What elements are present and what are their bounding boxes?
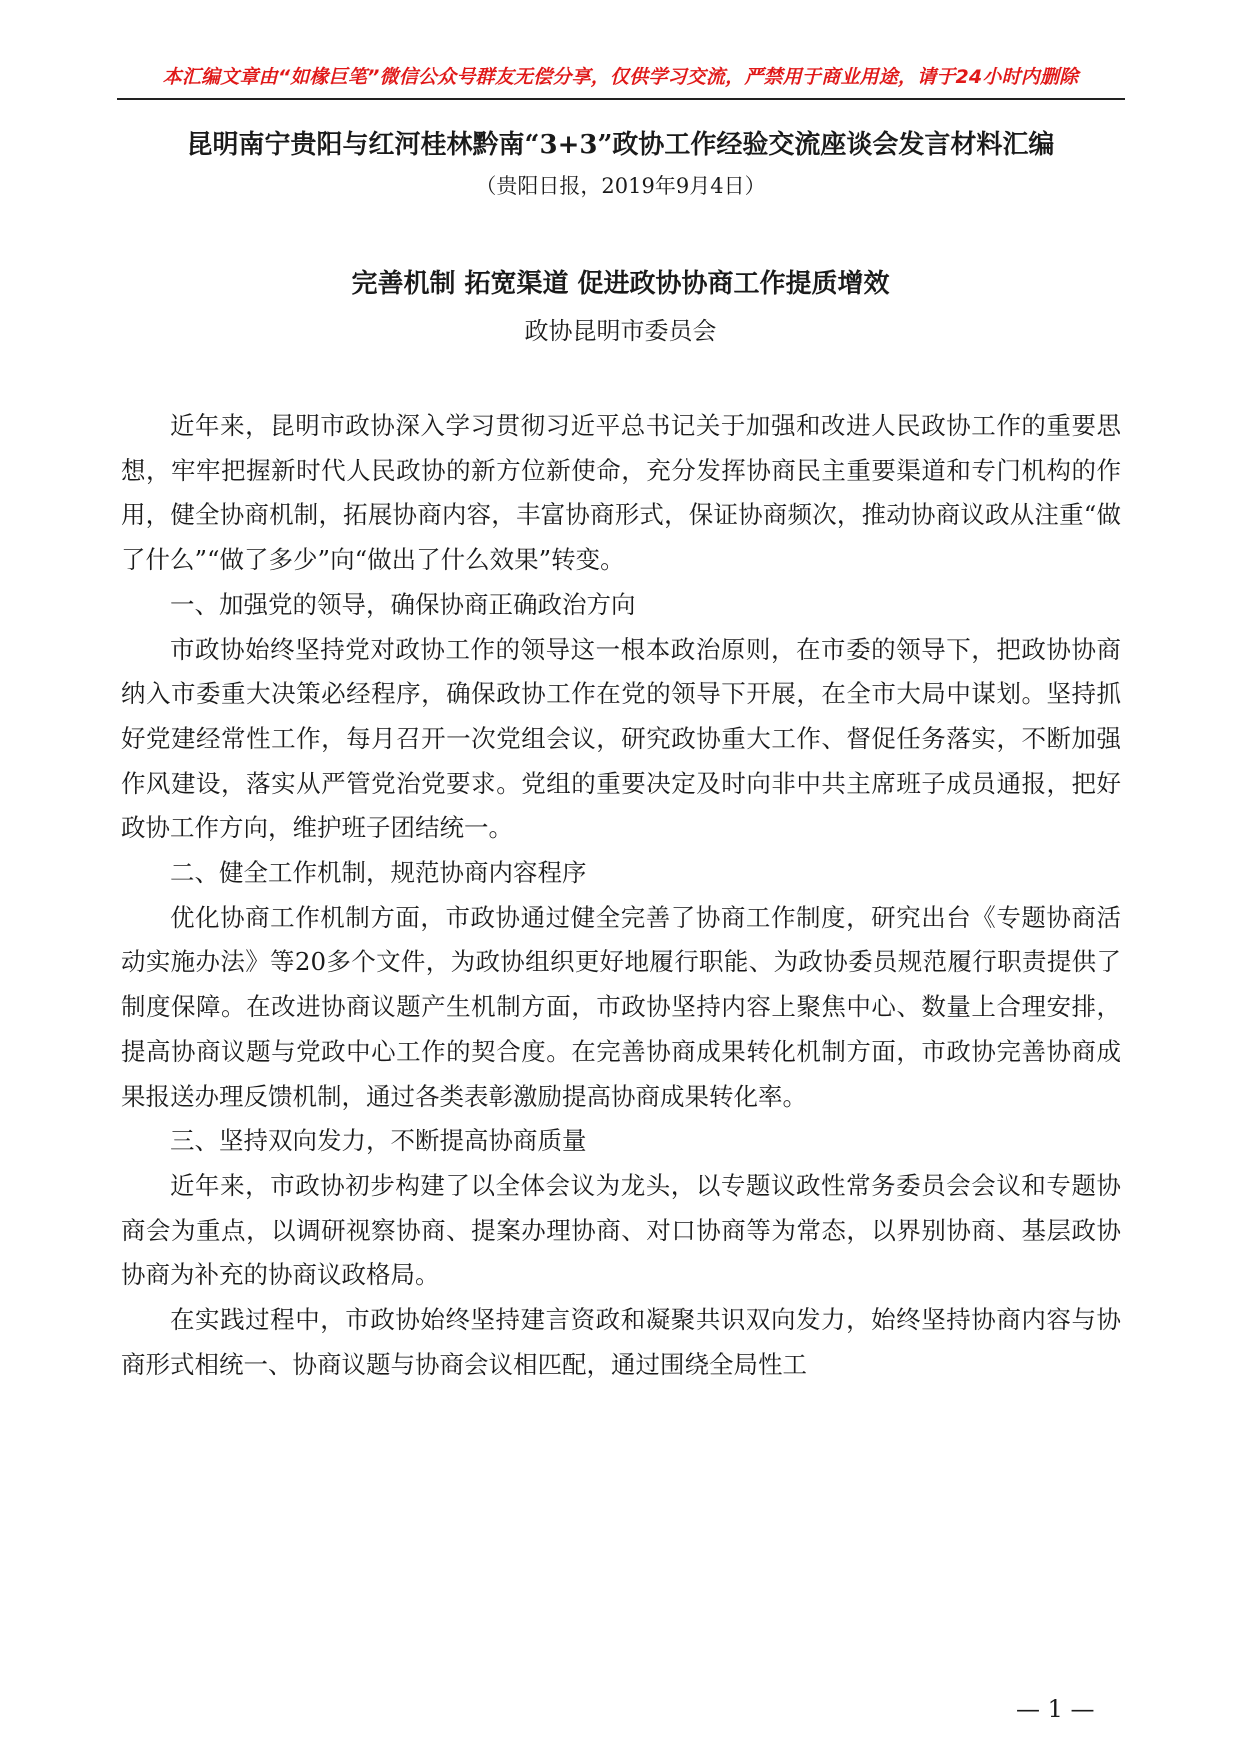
compilation-title: 昆明南宁贵阳与红河桂林黔南“3+3”政协工作经验交流座谈会发言材料汇编 [186,130,1055,160]
header-rule [117,98,1125,100]
section-heading: 二、健全工作机制，规范协商内容程序 [170,858,587,888]
page-number: — 1 — [1016,1695,1095,1723]
section-heading: 一、加强党的领导，确保协商正确政治方向 [170,589,636,619]
body-paragraph: 在实践过程中，市政协始终坚持建言资政和凝聚共识双向发力，始终坚持协商内容与协商形式相统一、协商议题与协商会议相匹配，通过围绕全局性工 [121,1305,1121,1379]
article-title: 完善机制 拓宽渠道 促进政协协商工作提质增效 [351,269,890,299]
source-line: （贵阳日报，2019年9月4日） [475,174,766,198]
section-heading: 三、坚持双向发力，不断提高协商质量 [170,1126,587,1156]
article-body [121,404,1121,1387]
body-paragraph: 市政协始终坚持党对政协工作的领导这一根本政治原则，在市委的领导下，把政协协商纳入市委重大决策必经程序，确保政协工作在党的领导下开展，在全市大局中谋划。坚持抓好党建经常性工作，每月召开一次党组会议，研究政协重大工作、督促任务落实，不断加强作风建设，落实从严管党治党要求。党组的重要决定及时向非中共主席班子成员通报，把好政协工作方向，维护班子团结统一。 [121,634,1121,843]
copyright-notice: 本汇编文章由“如椽巨笔”微信公众号群友无偿分享，仅供学习交流，严禁用于商业用途，请于24小时内删除 [162,66,1079,88]
body-paragraph: 近年来，昆明市政协深入学习贯彻习近平总书记关于加强和改进人民政协工作的重要思想，牢牢把握新时代人民政协的新方位新使命，充分发挥协商民主重要渠道和专门机构的作用，健全协商机制，拓展协商内容，丰富协商形式，保证协商频次，推动协商议政从注重“做了什么”“做了多少”向“做出了什么效果”转变。 [121,411,1121,575]
body-paragraph: 近年来，市政协初步构建了以全体会议为龙头，以专题议政性常务委员会会议和专题协商会为重点，以调研视察协商、提案办理协商、对口协商等为常态，以界别协商、基层政协协商为补充的协商议政格局。 [121,1170,1121,1290]
article-author: 政协昆明市委员会 [524,317,717,345]
body-paragraph: 优化协商工作机制方面，市政协通过健全完善了协商工作制度，研究出台《专题协商活动实施办法》等20多个文件，为政协组织更好地履行职能、为政协委员规范履行职责提供了制度保障。在改进协商议题产生机制方面，市政协坚持内容上聚焦中心、数量上合理安排，提高协商议题与党政中心工作的契合度。在完善协商成果转化机制方面，市政协完善协商成果报送办理反馈机制，通过各类表彰激励提高协商成果转化率。 [121,902,1121,1111]
